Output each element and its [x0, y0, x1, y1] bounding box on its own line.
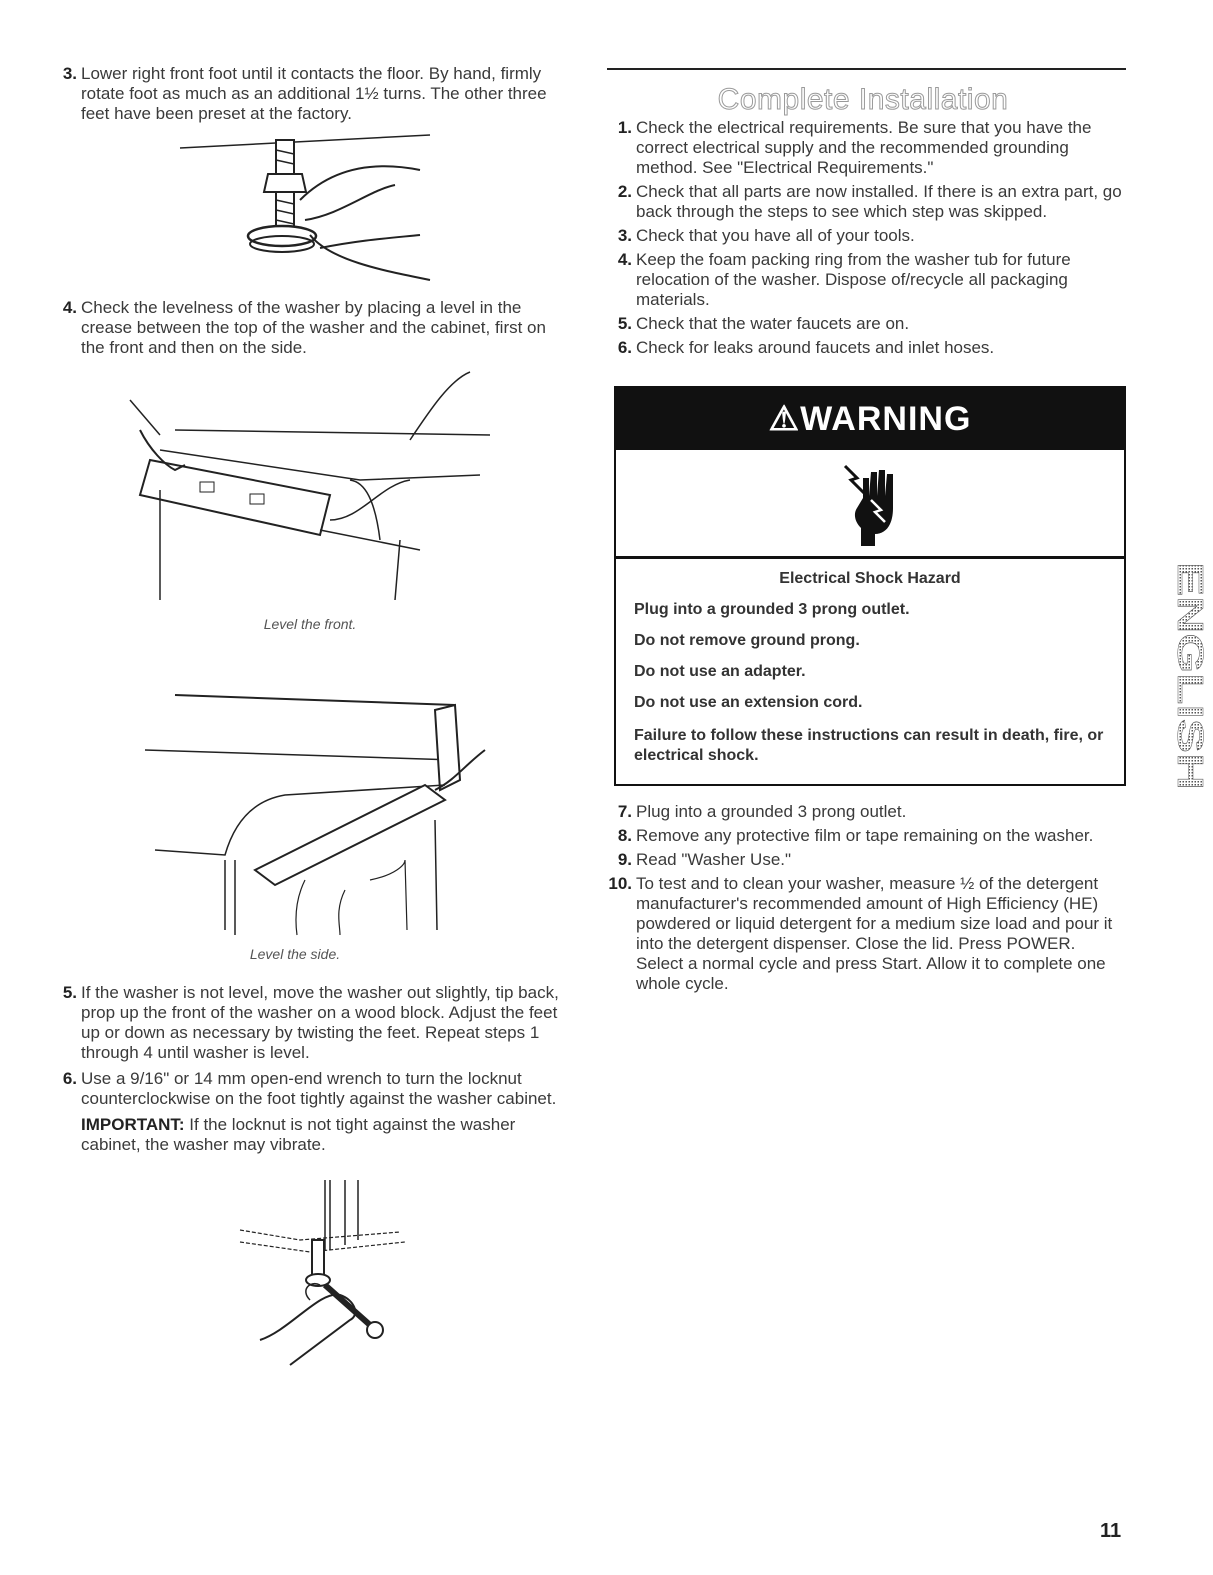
warning-banner: ⚠WARNING [616, 388, 1124, 450]
step-text: Remove any protective film or tape remaining on the washer. [636, 826, 1094, 845]
step-number: 4. [62, 298, 77, 317]
side-tab-label: ENGLISH [1170, 562, 1211, 723]
section-heading: Complete Installation [717, 83, 1009, 116]
list-item [617, 826, 1126, 846]
step-text: Check the levelness of the washer by placing a level in the crease between the top of the washer and the cabinet, first on the front and then on the side. [81, 298, 546, 357]
list-item [617, 802, 1126, 822]
section-rule [607, 68, 1126, 70]
step-4-levelness [62, 298, 571, 358]
step-number: 3. [62, 64, 77, 83]
step-number: 6. [62, 1069, 77, 1088]
list-item [608, 874, 1126, 994]
important-text: If the locknut is not tight against the washer cabinet, the washer may vibrate. [81, 1115, 516, 1154]
level-front-illustration [120, 370, 490, 605]
step-text: Keep the foam packing ring from the washer tub for future relocation of the washer. Dispose of/recycle all packaging materials. [636, 250, 1071, 309]
step-3-foot [62, 64, 571, 124]
steps-bottom-list [608, 802, 1126, 994]
step-5-adjust-feet [62, 983, 571, 1063]
warning-box [614, 386, 1126, 786]
step-text: If the washer is not level, move the washer out slightly, tip back, prop up the front of the washer on a wood block. Adjust the feet up or down as necessary by twisting the feet. Repeat steps 1 through 4 until washer is level. [81, 983, 559, 1062]
wrench-locknut-illustration [230, 1180, 430, 1370]
important-note [81, 1115, 571, 1155]
step-number: 9. [617, 850, 632, 869]
step-number: 5. [617, 314, 632, 333]
step-text: Read "Washer Use." [636, 850, 792, 869]
warning-title: Electrical Shock Hazard [779, 570, 961, 587]
step-number: 2. [617, 182, 632, 201]
step-text: Check that you have all of your tools. [636, 226, 915, 245]
step-number: 3. [617, 226, 632, 245]
warning-divider [616, 556, 1124, 559]
important-label: IMPORTANT: [81, 1115, 185, 1134]
language-side-tab [1150, 560, 1211, 792]
caption-level-side: Level the side. [249, 946, 341, 962]
step-number: 1. [617, 118, 632, 137]
step-text: Use a 9/16" or 14 mm open-end wrench to turn the locknut counterclockwise on the foot tightly against the washer cabinet. [81, 1069, 557, 1108]
foot-adjustment-illustration [180, 130, 440, 290]
list-item [617, 118, 1126, 178]
step-text: Check that the water faucets are on. [636, 314, 910, 333]
warning-line: Do not use an adapter. [634, 663, 806, 680]
list-item [617, 850, 1126, 870]
list-item [617, 250, 1126, 310]
step-number: 8. [617, 826, 632, 845]
warning-line: Do not remove ground prong. [634, 632, 860, 649]
step-number: 5. [62, 983, 77, 1002]
step-text: Check the electrical requirements. Be sure that you have the correct electrical supply and the recommended grounding method. See "Electrical Requirements." [636, 118, 1092, 177]
warning-line: Plug into a grounded 3 prong outlet. [634, 601, 910, 618]
step-text: Check for leaks around faucets and inlet hoses. [636, 338, 995, 357]
step-6-locknut [62, 1069, 571, 1109]
step-text: Plug into a grounded 3 prong outlet. [636, 802, 907, 821]
list-item [617, 226, 1126, 246]
steps-top-list [617, 118, 1126, 358]
step-text: To test and to clean your washer, measure ½ of the detergent manufacturer's recommended amount of High Efficiency (HE) powdered or liquid detergent for a medium size load and pour it into the detergent dispenser. Close the lid. Press POWER. Select a normal cycle and press Start. Allow it to complete one whole cycle. [636, 874, 1113, 993]
step-number: 4. [617, 250, 632, 269]
page-number: 11 [1100, 1520, 1122, 1542]
step-text: Lower right front foot until it contacts the floor. By hand, firmly rotate foot as much as an additional 1½ turns. The other three feet have been preset at the factory. [81, 64, 547, 123]
step-number: 10. [608, 874, 632, 893]
warning-line: Failure to follow these instructions can result in death, fire, or electrical shock. [634, 727, 1104, 764]
step-number: 6. [617, 338, 632, 357]
level-side-illustration [145, 680, 495, 940]
warning-line: Do not use an extension cord. [634, 694, 863, 711]
electrical-shock-hand-icon [841, 458, 911, 548]
list-item [617, 314, 1126, 334]
list-item [617, 182, 1126, 222]
step-text: Check that all parts are now installed. If there is an extra part, go back through the steps to see which step was skipped. [636, 182, 1122, 221]
list-item [617, 338, 1126, 358]
caption-level-front: Level the front. [263, 616, 357, 632]
step-number: 7. [617, 802, 632, 821]
